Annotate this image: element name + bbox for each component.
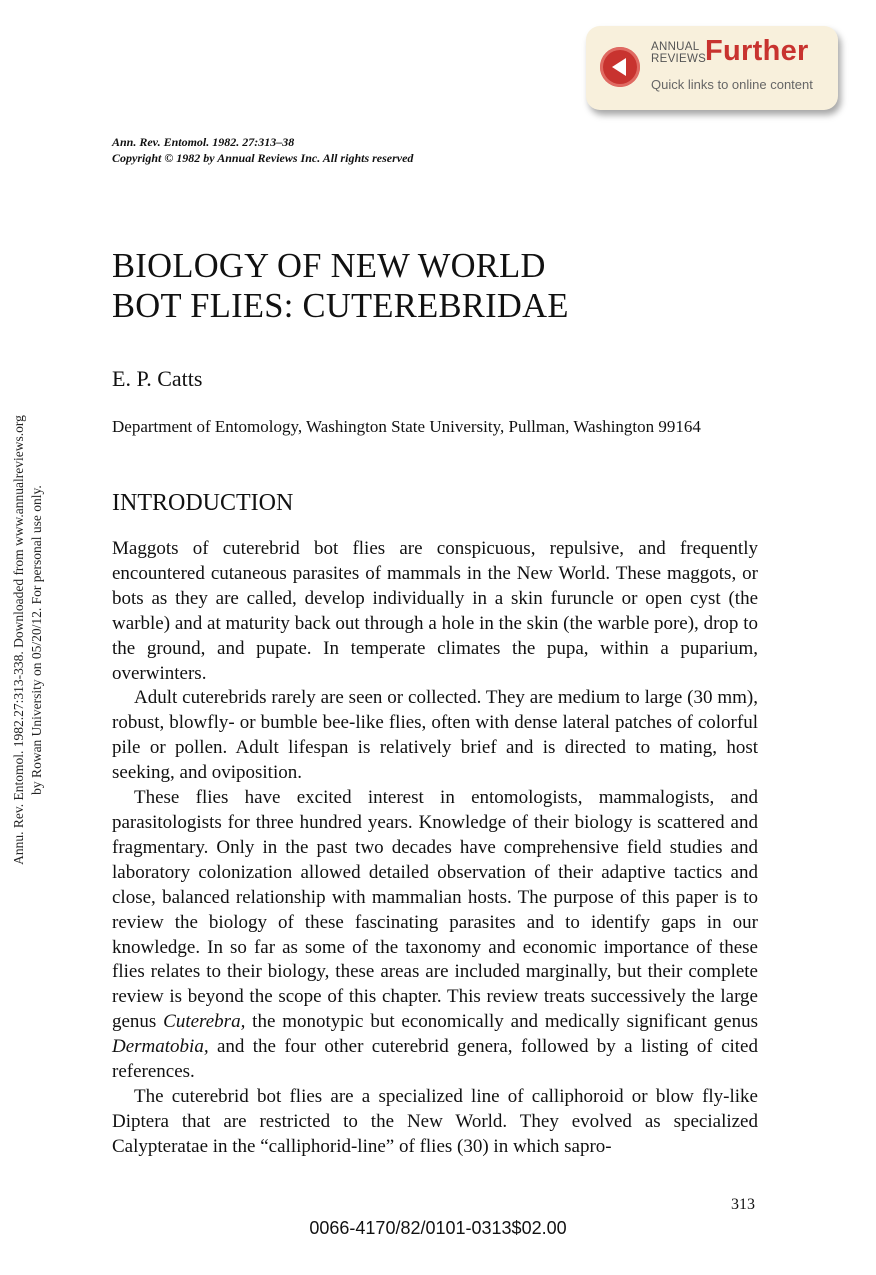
page-number: 313 (731, 1196, 755, 1213)
title-line-1: BIOLOGY OF NEW WORLD (112, 247, 546, 285)
paragraph-4: The cuterebrid bot flies are a specialized line of calliphoroid or blow fly-like Diptera that are restricted to the New World. They evolved as specialized Calypteratae in the “calliphorid-line” of flies (30) in which sapro- (112, 1085, 758, 1157)
paragraph-3 (112, 786, 758, 1085)
side-note-line-2: by Rowan University on 05/20/12. For personal use only. (29, 485, 44, 795)
journal-citation (112, 134, 413, 166)
paragraph-1: Maggots of cuterebrid bot flies are conspicuous, repulsive, and frequently encountered cutaneous parasites of mammals in the New World. These maggots, or bots as they are called, develop individually in a skin furuncle or open cyst (the warble) and at maturity back out through a hole in the skin (the warble pore), drop to the ground, and pupate. In temperate climates the pupa, within a puparium, overwinters. (112, 538, 758, 684)
section-heading: INTRODUCTION (112, 490, 294, 516)
further-badge[interactable] (586, 26, 838, 110)
paragraph-2: Adult cuterebrids rarely are seen or collected. They are medium to large (30 mm), robust, blowfly- or bumble bee-like flies, often with dense lateral patches of colorful pile or pollen. Adult lifespan is relatively brief and is directed to mating, host seeking, and oviposition. (112, 687, 758, 784)
download-side-note (10, 340, 46, 940)
article-body (112, 537, 758, 1160)
quick-links-label[interactable]: Quick links to online content (651, 77, 813, 92)
citation-line-2: Copyright © 1982 by Annual Reviews Inc. All rights reserved (112, 151, 414, 165)
genus-cuterebra: Cuterebra, (163, 1011, 246, 1033)
article-title (112, 246, 569, 326)
article-code: 0066-4170/82/0101-0313$02.00 (309, 1218, 567, 1238)
paragraph-3-part-a: These flies have excited interest in entomologists, mammalogists, and parasitologists for three hundred years. Knowledge of their biology is scattered and fragmentary. Only in the past two decades have comprehensive field studies and laboratory colonization allowed detailed observation of their adaptive tactics and close, balanced relationship with mammalian hosts. The purpose of this paper is to review the biology of these fascinating parasites and to identify gaps in our knowledge. In so far as some of the taxonomy and economic importance of these flies relates to their biology, these areas are included marginally, but their complete review is beyond the scope of this chapter. This review treats successively the large genus (112, 787, 758, 1033)
play-back-icon (600, 47, 640, 87)
author-affiliation: Department of Entomology, Washington State University, Pullman, Washington 99164 (112, 417, 701, 436)
side-note-line-1: Annu. Rev. Entomol. 1982.27:313-338. Downloaded from www.annualreviews.org (11, 415, 26, 865)
annual-label: ANNUAL (651, 41, 700, 53)
reviews-label: REVIEWS (651, 53, 707, 65)
paragraph-3-part-c: and the four other cuterebrid genera, followed by a listing of cited references. (112, 1036, 758, 1083)
genus-dermatobia: Dermatobia, (112, 1036, 209, 1058)
author-name: E. P. Catts (112, 366, 203, 391)
annual-reviews-logo-text (651, 41, 706, 65)
citation-line-1: Ann. Rev. Entomol. 1982. 27:313–38 (112, 135, 295, 149)
title-line-2: BOT FLIES: CUTEREBRIDAE (112, 287, 569, 325)
further-label: Further (705, 35, 809, 67)
paragraph-3-part-b: the monotypic but economically and medically significant genus (245, 1011, 758, 1033)
